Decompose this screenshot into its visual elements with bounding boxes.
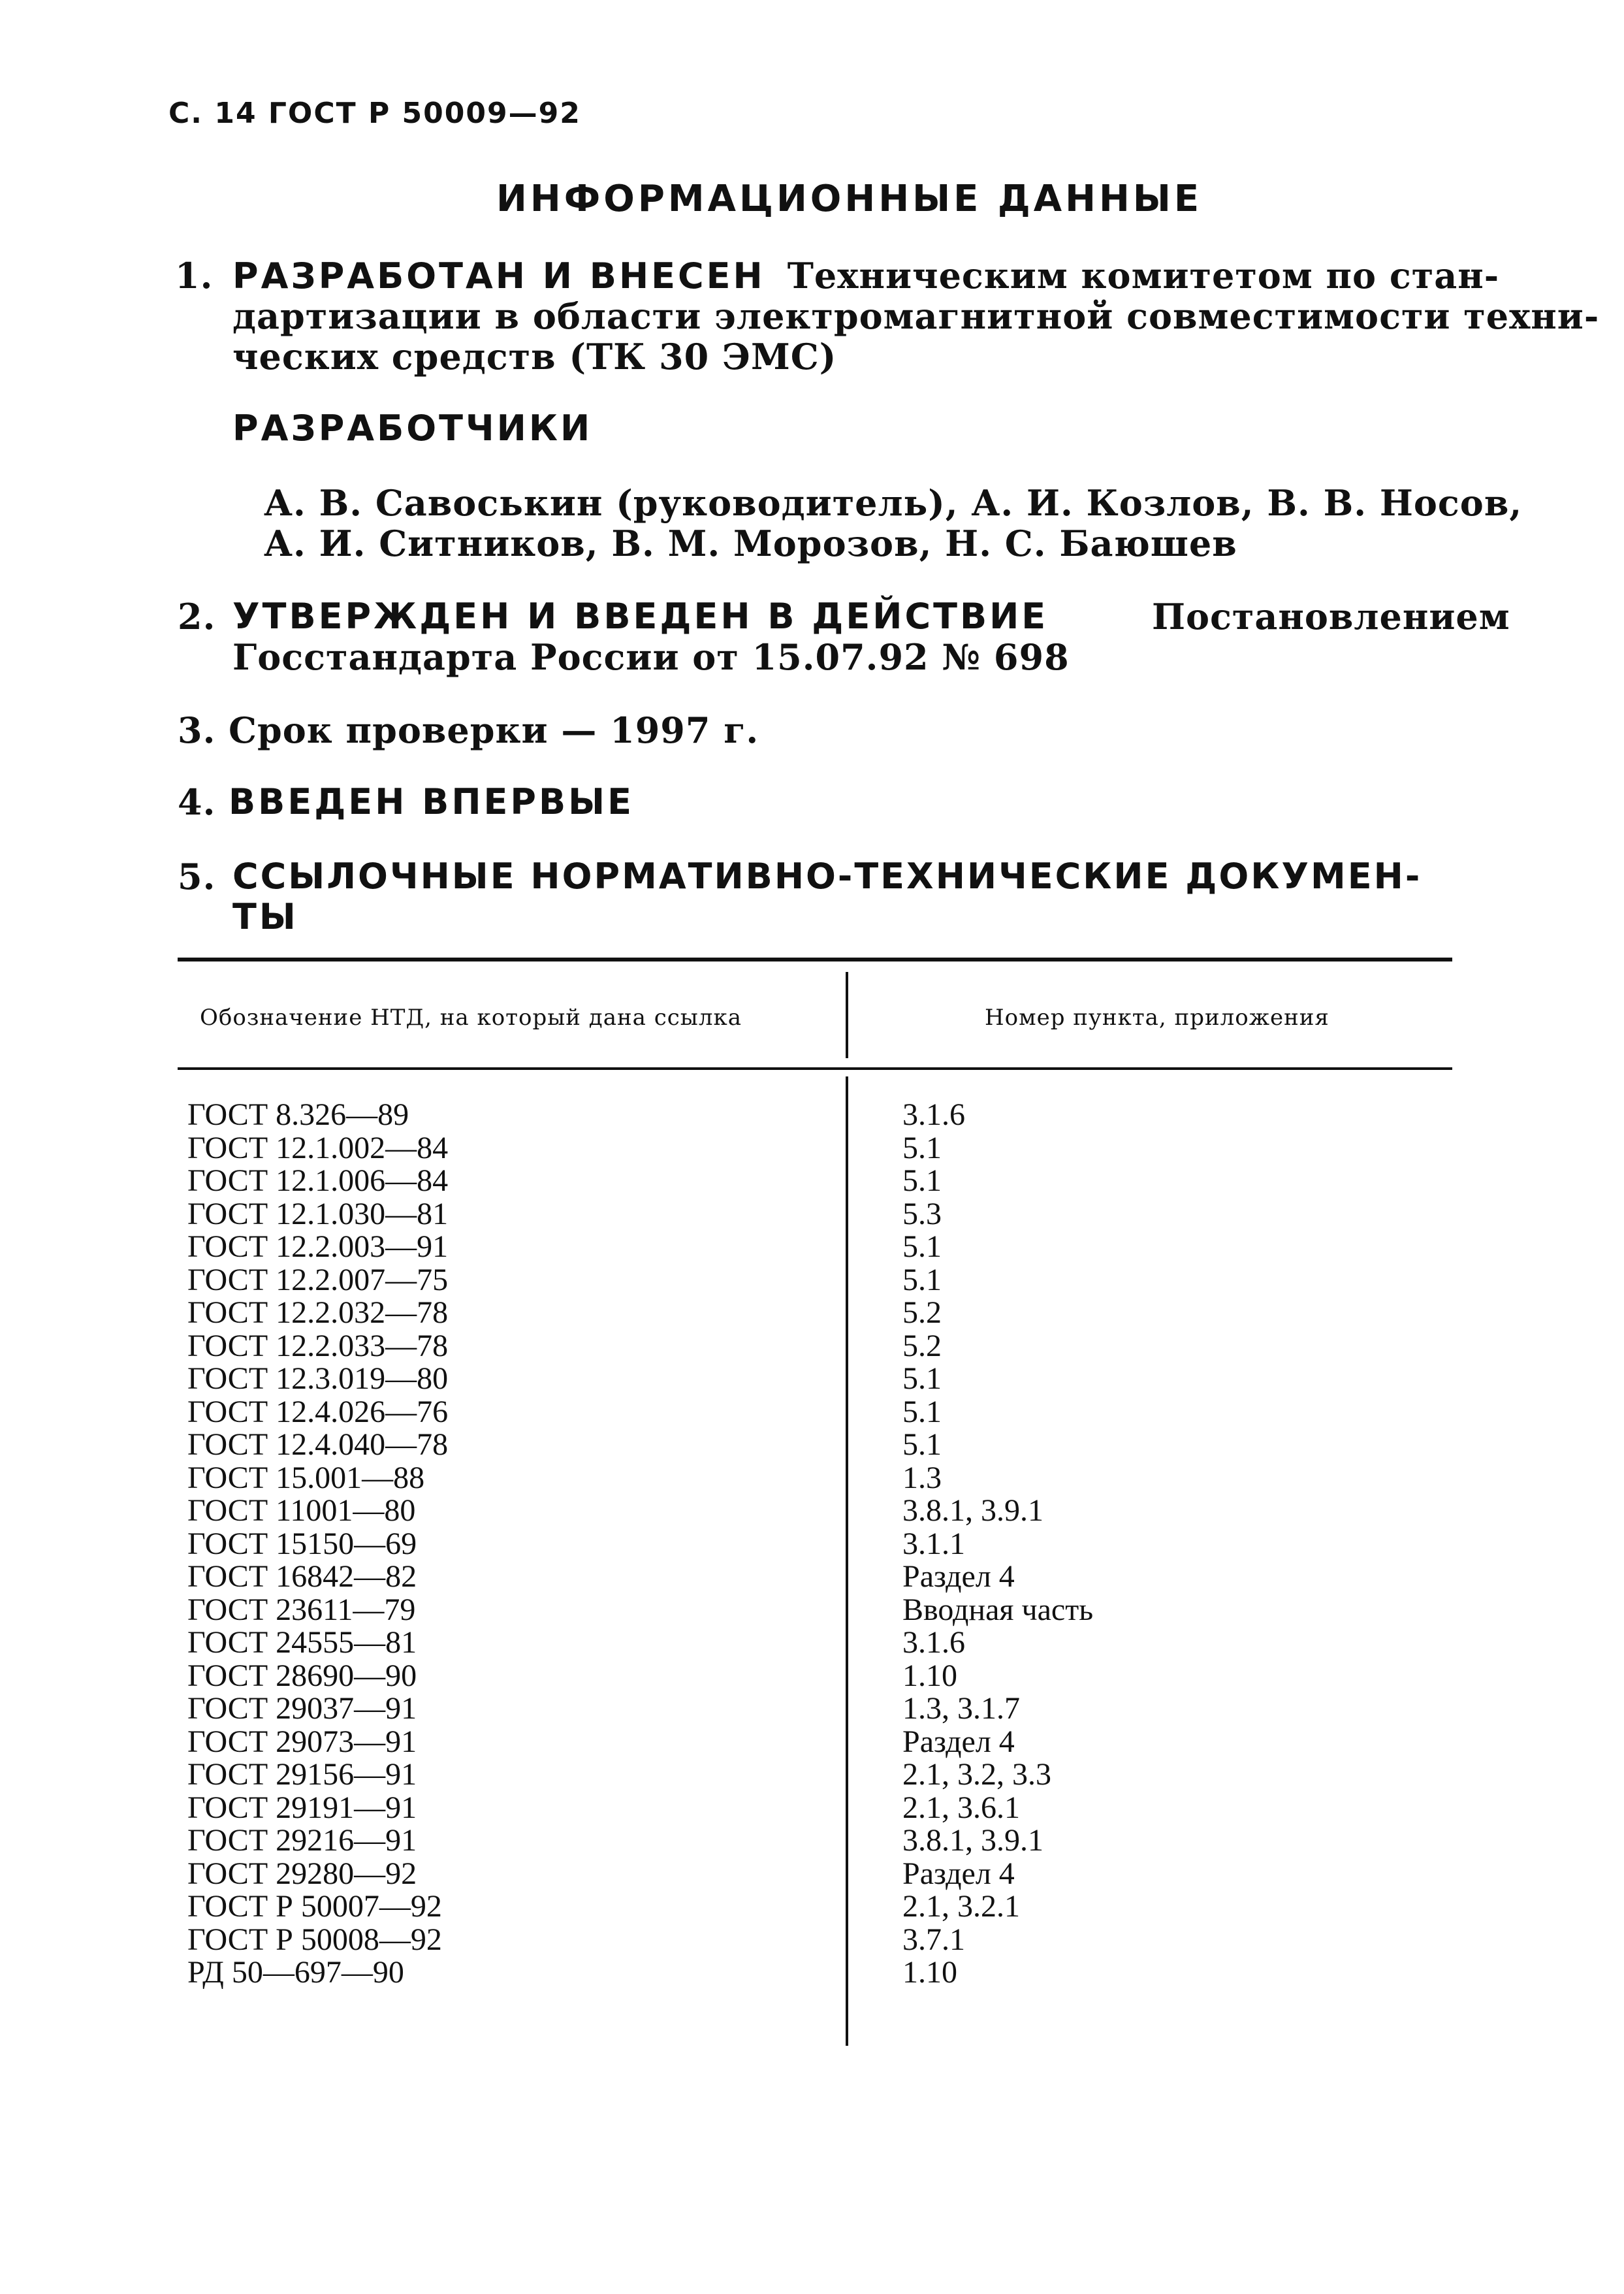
table-row [0, 1231, 1624, 1264]
reference-document: ГОСТ Р 50007—92 [187, 1889, 442, 1924]
table-row [0, 1594, 1624, 1627]
section-1-line2: дартизации в области электромагнитной совместимости техни- [232, 295, 1600, 337]
developers-line-2: А. И. Ситников, В. М. Морозов, Н. С. Баюшев [264, 523, 1237, 564]
reference-document: ГОСТ 12.2.032—78 [187, 1295, 449, 1330]
table-row [0, 1429, 1624, 1462]
page-header: С. 14 ГОСТ Р 50009—92 [168, 97, 581, 130]
section-1-line3: ческих средств (ТК 30 ЭМС) [232, 336, 837, 378]
reference-clause: 3.8.1, 3.9.1 [902, 1823, 1043, 1858]
reference-clause: 5.1 [902, 1130, 942, 1165]
developers-line-1: А. В. Савоськин (руководитель), А. И. Козлов, В. В. Носов, [264, 482, 1523, 524]
section-5-heading-line2: ТЫ [232, 896, 298, 937]
reference-document: ГОСТ 11001—80 [187, 1493, 416, 1528]
table-row [0, 1462, 1624, 1495]
table-row [0, 1758, 1624, 1792]
table-row [0, 1165, 1624, 1198]
reference-document: ГОСТ 12.1.006—84 [187, 1163, 449, 1198]
section-3-text: Срок проверки — 1997 г. [229, 709, 759, 751]
column-header-document: Обозначение НТД, на который дана ссылка [200, 1005, 742, 1031]
reference-document: ГОСТ 12.1.030—81 [187, 1196, 449, 1231]
reference-clause: 5.1 [902, 1361, 942, 1396]
table-body [0, 1099, 1624, 1990]
reference-clause: 5.1 [902, 1394, 942, 1429]
table-row [0, 1924, 1624, 1957]
table-row [0, 1198, 1624, 1231]
reference-clause: 3.1.1 [902, 1526, 965, 1561]
reference-clause: 5.2 [902, 1295, 942, 1330]
developers-heading: РАЗРАБОТЧИКИ [232, 408, 593, 449]
reference-document: ГОСТ 16842—82 [187, 1559, 417, 1594]
reference-document: ГОСТ 12.2.003—91 [187, 1229, 449, 1264]
section-3-number: 3. [178, 709, 216, 751]
table-header-divider [846, 972, 848, 1058]
reference-document: ГОСТ 29037—91 [187, 1691, 417, 1726]
table-row [0, 1560, 1624, 1594]
reference-clause: 3.1.6 [902, 1097, 965, 1132]
section-4-heading: ВВЕДЕН ВПЕРВЫЕ [229, 781, 634, 822]
table-row [0, 1132, 1624, 1165]
reference-clause: 1.10 [902, 1955, 957, 1990]
reference-clause: 1.10 [902, 1658, 957, 1693]
table-row [0, 1528, 1624, 1561]
reference-document: ГОСТ 8.326—89 [187, 1097, 409, 1132]
reference-document: ГОСТ 12.4.026—76 [187, 1394, 449, 1429]
section-2-line1-rest: Постановлением [1152, 596, 1510, 638]
section-5-heading-line1: ССЫЛОЧНЫЕ НОРМАТИВНО-ТЕХНИЧЕСКИЕ ДОКУМЕН- [232, 856, 1422, 897]
reference-clause: Раздел 4 [902, 1856, 1015, 1891]
reference-document: ГОСТ 29191—91 [187, 1790, 417, 1825]
reference-document: ГОСТ 23611—79 [187, 1592, 416, 1627]
reference-clause: 3.1.6 [902, 1625, 965, 1660]
section-1-heading: РАЗРАБОТАН И ВНЕСЕН [232, 255, 765, 297]
reference-clause: 2.1, 3.6.1 [902, 1790, 1020, 1825]
reference-document: ГОСТ 24555—81 [187, 1625, 417, 1660]
table-row [0, 1297, 1624, 1330]
table-row [0, 1726, 1624, 1759]
table-header-rule [178, 1067, 1452, 1070]
table-row [0, 1494, 1624, 1528]
reference-document: ГОСТ 12.3.019—80 [187, 1361, 449, 1396]
reference-clause: 5.1 [902, 1229, 942, 1264]
reference-document: ГОСТ 12.1.002—84 [187, 1130, 449, 1165]
table-row [0, 1792, 1624, 1825]
reference-document: ГОСТ 29280—92 [187, 1856, 417, 1891]
document-title: ИНФОРМАЦИОННЫЕ ДАННЫЕ [496, 178, 1203, 220]
table-top-rule [178, 958, 1452, 961]
table-row [0, 1824, 1624, 1858]
reference-document: ГОСТ 15.001—88 [187, 1460, 425, 1495]
reference-clause: 3.7.1 [902, 1922, 965, 1957]
reference-clause: 5.1 [902, 1163, 942, 1198]
reference-document: ГОСТ 29156—91 [187, 1757, 417, 1792]
table-row [0, 1363, 1624, 1396]
table-row [0, 1396, 1624, 1429]
section-5-number: 5. [178, 856, 216, 897]
reference-clause: Вводная часть [902, 1592, 1094, 1627]
reference-document: РД 50—697—90 [187, 1955, 404, 1990]
section-1-line1-rest: Техническим комитетом по стан- [787, 255, 1500, 297]
reference-document: ГОСТ 29216—91 [187, 1823, 417, 1858]
reference-clause: 5.1 [902, 1427, 942, 1462]
reference-clause: 5.1 [902, 1262, 942, 1297]
reference-clause: 1.3, 3.1.7 [902, 1691, 1020, 1726]
reference-clause: 5.3 [902, 1196, 942, 1231]
reference-document: ГОСТ 29073—91 [187, 1724, 417, 1759]
table-row [0, 1956, 1624, 1990]
reference-document: ГОСТ 12.2.007—75 [187, 1262, 449, 1297]
reference-clause: 3.8.1, 3.9.1 [902, 1493, 1043, 1528]
section-2-number: 2. [178, 596, 216, 638]
table-row [0, 1330, 1624, 1363]
table-row [0, 1890, 1624, 1924]
reference-clause: 2.1, 3.2, 3.3 [902, 1757, 1051, 1792]
reference-clause: Раздел 4 [902, 1559, 1015, 1594]
section-2-line2: Госстандарта России от 15.07.92 № 698 [232, 636, 1070, 678]
section-4-number: 4. [178, 781, 216, 823]
reference-document: ГОСТ Р 50008—92 [187, 1922, 442, 1957]
reference-clause: Раздел 4 [902, 1724, 1015, 1759]
reference-clause: 5.2 [902, 1328, 942, 1363]
reference-document: ГОСТ 15150—69 [187, 1526, 417, 1561]
reference-document: ГОСТ 28690—90 [187, 1658, 417, 1693]
table-row [0, 1660, 1624, 1693]
table-row [0, 1264, 1624, 1297]
table-row [0, 1858, 1624, 1891]
section-2-heading: УТВЕРЖДЕН И ВВЕДЕН В ДЕЙСТВИЕ [232, 596, 1049, 637]
reference-clause: 1.3 [902, 1460, 942, 1495]
reference-document: ГОСТ 12.2.033—78 [187, 1328, 449, 1363]
table-row [0, 1692, 1624, 1726]
table-row [0, 1626, 1624, 1660]
reference-document: ГОСТ 12.4.040—78 [187, 1427, 449, 1462]
table-row [0, 1099, 1624, 1132]
reference-clause: 2.1, 3.2.1 [902, 1889, 1020, 1924]
section-1-number: 1. [175, 255, 214, 297]
column-header-clause: Номер пункта, приложения [985, 1005, 1329, 1031]
